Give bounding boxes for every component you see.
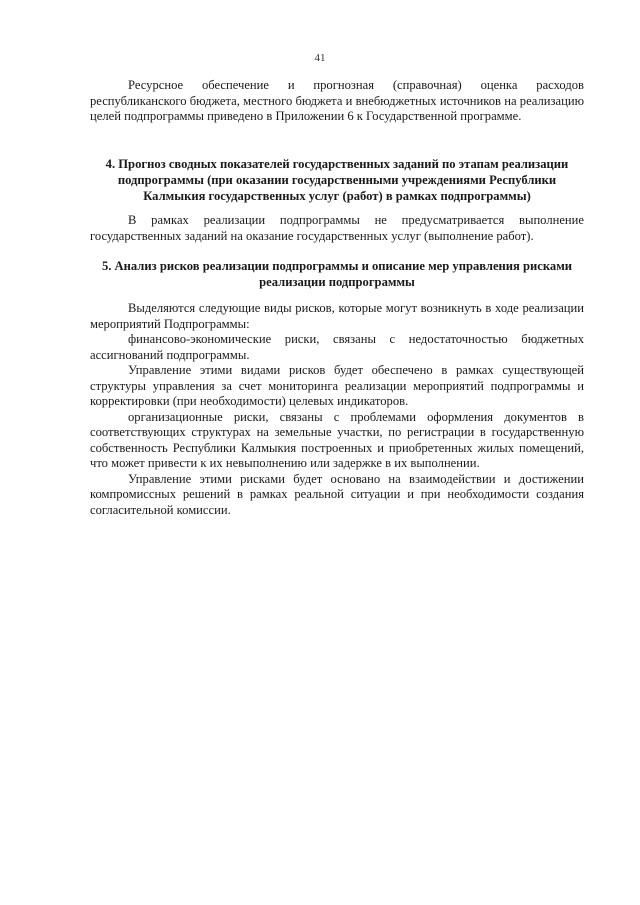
section-4 — [90, 156, 584, 204]
section-5-paragraph: Управление этими рисками будет основано на взаимодействии и достижении компромиссных решений в рамках реальной ситуации и при необходимости создания согласительной комиссии. — [90, 471, 584, 517]
section-5-paragraph: финансово-экономические риски, связаны с недостаточностью бюджетных ассигнований подпрограммы. — [90, 332, 584, 362]
section-5-paragraph: Управление этими видами рисков будет обеспечено в рамках существующей структуры управления за счет мониторинга реализации мероприятий подпрограммы и корректировки (при необходимости) целевых индикаторов. — [90, 363, 584, 408]
section-5-paragraph: Выделяются следующие виды рисков, которые могут возникнуть в ходе реализации мероприятий Подпрограммы: — [90, 301, 584, 331]
page-number: 41 — [314, 52, 326, 64]
section-5 — [90, 258, 584, 290]
section-5-body — [90, 301, 584, 518]
section-5-paragraph: организационные риски, связаны с проблемами оформления документов в соответствующих структурах на земельные участки, по регистрации в государственную собственность Республики Калмыкия построенных и приобретенных жилых помещений, что может привести к их невыполнению или задержке в их выполнении. — [90, 409, 584, 470]
intro-paragraph: Ресурсное обеспечение и прогнозная (справочная) оценка расходов республиканского бюджета, местного бюджета и внебюджетных источников на реализацию целей подпрограммы приведено в Приложении 6 к Государственной программе. — [90, 78, 584, 123]
section-5-heading: 5. Анализ рисков реализации подпрограммы и описание мер управления рисками реализации подпрограммы — [101, 259, 573, 289]
intro-block — [90, 78, 584, 125]
section-4-heading: 4. Прогноз сводных показателей государственных заданий по этапам реализации подпрограммы (при оказании государственными учреждениями Республики Калмыкия государственных услуг (работ) в рамках подпрограммы) — [105, 157, 569, 203]
section-4-paragraph: В рамках реализации подпрограммы не предусматривается выполнение государственных заданий на оказание государственных услуг (выполнение работ). — [90, 213, 584, 243]
section-4-body — [90, 213, 584, 244]
